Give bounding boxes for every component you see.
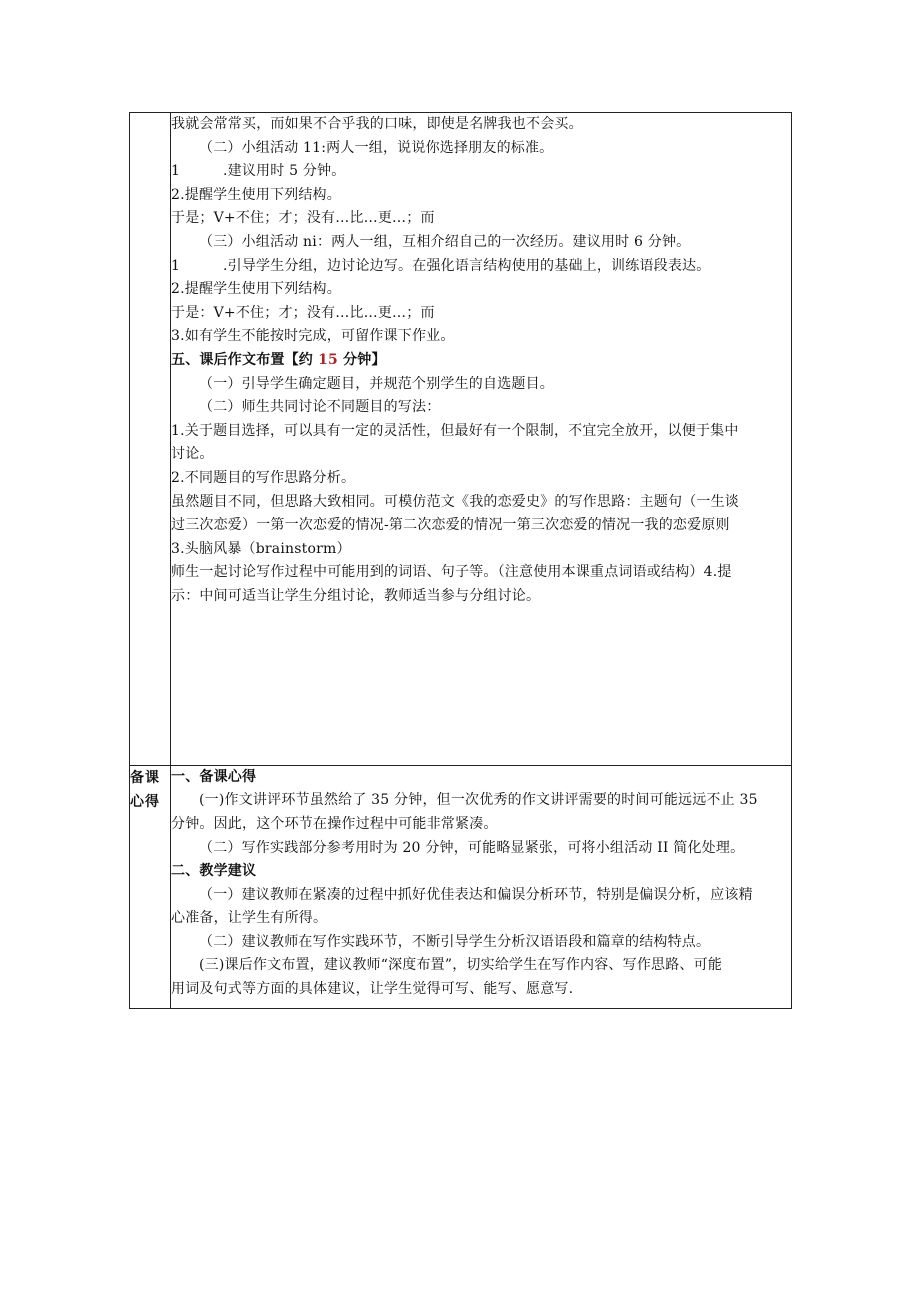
text-line: 3.如有学生不能按时完成，可留作课下作业。 (171, 328, 455, 345)
line-text: .引导学生分组，边讨论边写。在强化语言结构使用的基础上，训练语段表达。 (223, 257, 711, 274)
text-line: 师生一起讨论写作过程中可能用到的词语、句子等。（注意使用本课重点词语或结构）4.提 (171, 564, 732, 581)
text-line: 3.头脑风暴（brainstorm） (171, 540, 351, 557)
numbered-line (171, 160, 791, 184)
section-heading: 二、教学建议 (171, 863, 257, 880)
text-line: 用词及句式等方面的具体建议，让学生觉得可写、能写、愿意写. (171, 981, 574, 998)
reflection-row (130, 765, 792, 1008)
text-line: 讨论。 (171, 446, 214, 463)
heading-suffix: 分钟】 (337, 351, 386, 368)
text-line: （二）写作实践部分参考用时为 20 分钟，可能略显紧张，可将小组活动 II 简化处理。 (199, 839, 745, 856)
text-line: 我就会常常买，而如果不合乎我的口味，即使是名牌我也不会买。 (171, 116, 583, 132)
empty-label-cell (130, 113, 171, 766)
text-line: (一)作文讲评环节虽然给了 35 分钟，但一次优秀的作文讲评需要的时间可能远远不止 35 (199, 792, 758, 809)
section-heading: 一、备课心得 (171, 768, 257, 785)
text-line: 于是；V+不住；才；没有…比…更…；而 (171, 210, 435, 227)
label-line: 心得 (130, 793, 160, 810)
text-line: (三)课后作文布置，建议教师“深度布置”，切实给学生在写作内容、写作思路、可能 (199, 957, 723, 974)
text-line: 过三次恋爱）一第一次恋爱的情况-第二次恋爱的情况一第三次恋爱的情况一我的恋爱原则 (171, 517, 730, 534)
text-line: 1.关于题目选择，可以具有一定的灵活性，但最好有一个限制，不宜完全放开，以便于集中 (171, 422, 739, 439)
text-line: 心准备，让学生有所得。 (171, 910, 328, 927)
heading-prefix: 五、课后作文布置【约 (171, 351, 319, 368)
activity-row (130, 113, 792, 766)
text-line: 2.提醒学生使用下列结构。 (171, 186, 341, 203)
text-line: （二）小组活动 11:两人一组，说说你选择朋友的标准。 (199, 139, 554, 156)
text-line: （二）建议教师在写作实践环节，不断引导学生分析汉语语段和篇章的结构特点。 (199, 933, 711, 950)
text-line: 分钟。因此，这个环节在操作过程中可能非常紧凑。 (171, 815, 498, 832)
text-line: 2.提醒学生使用下列结构。 (171, 281, 341, 298)
line-text: .建议用时 5 分钟。 (223, 163, 346, 180)
section-heading (171, 349, 791, 373)
text-line: 虽然题目不同，但思路大致相同。可模仿范文《我的恋爱史》的写作思路：主题句（一生谈 (171, 493, 739, 510)
line-number: 1 (171, 163, 181, 180)
text-line: （三）小组活动 ni：两人一组，互相介绍自己的一次经历。建议用时 6 分钟。 (199, 233, 691, 250)
text-line: 2.不同题目的写作思路分析。 (171, 469, 356, 486)
reflection-content-cell (171, 765, 792, 1008)
text-line: （一）引导学生确定题目，并规范个别学生的自选题目。 (199, 375, 554, 392)
lesson-plan-table (129, 112, 792, 1009)
numbered-line (171, 255, 791, 279)
line-number: 1 (171, 257, 181, 274)
reflection-label-cell (130, 765, 171, 1008)
label-line: 备课 (130, 769, 160, 786)
text-line: 示：中间可适当让学生分组讨论，教师适当参与分组讨论。 (171, 587, 541, 604)
text-line: （二）师生共同讨论不同题目的写法： (199, 399, 441, 416)
activity-content-cell (171, 113, 792, 766)
heading-minutes: 15 (318, 351, 338, 368)
text-line: （一）建议教师在紧凑的过程中抓好优佳表达和偏误分析环节，特别是偏误分析，应该精 (199, 886, 753, 903)
text-line: 于是：V+不住；才；没有…比…更…；而 (171, 304, 435, 321)
